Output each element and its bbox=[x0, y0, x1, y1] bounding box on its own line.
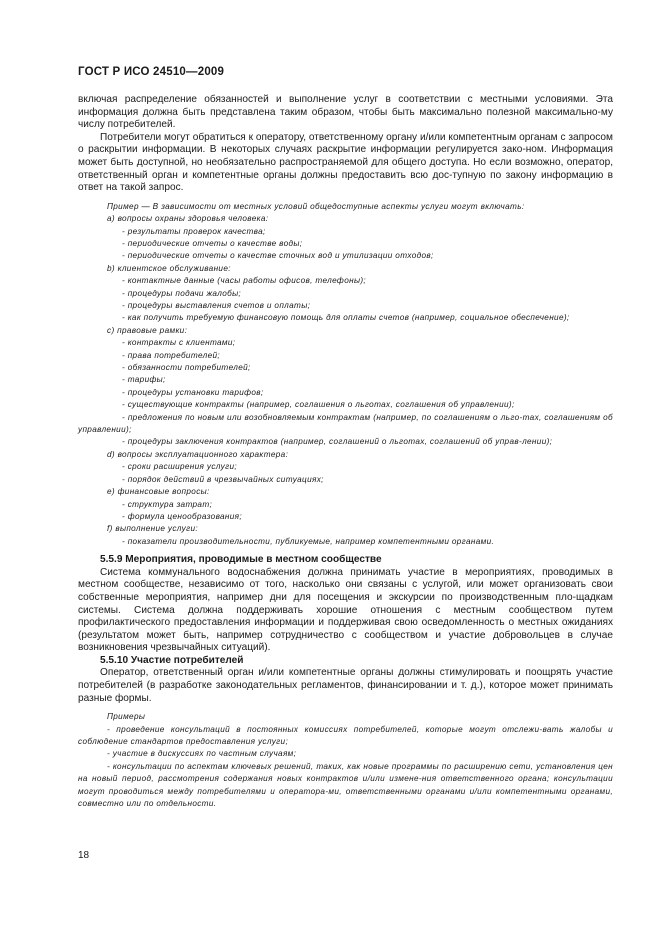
list-item: - процедуры заключения контрактов (например, соглашений о льготах, соглашений об управ-лении); bbox=[122, 437, 553, 447]
paragraph: включая распределение обязанностей и выполнение услуг в соответствии с местными условиями. Эта информация должна быть представлена таким образом, чтобы быть максимально полезной максимально-му числу потребителей. bbox=[78, 94, 613, 131]
list-item: - участие в дискуссиях по частным случаям; bbox=[107, 749, 297, 759]
list-item: - сроки расширения услуги; bbox=[122, 462, 238, 472]
list-item: - процедуры установки тарифов; bbox=[122, 387, 264, 397]
page-number: 18 bbox=[78, 850, 90, 861]
list-item: f) выполнение услуги: bbox=[107, 524, 199, 534]
list-item: - контракты с клиентами; bbox=[122, 338, 236, 348]
list-item: - обязанности потребителей; bbox=[122, 363, 251, 373]
list-item: - показатели производительности, публикуемые, например компетентными органами. bbox=[122, 536, 495, 546]
section-heading: 5.5.9 Мероприятия, проводимые в местном сообществе bbox=[100, 554, 382, 566]
list-item: - формула ценообразования; bbox=[122, 511, 243, 521]
paragraph: Потребители могут обратиться к оператору, ответственному органу и/или компетентным органам с запросом о раскрытии информации. В некоторых случаях раскрытие информации регулируется зако-ном. Информация может быть доступной, но необязательно распространяемой для общего доступа. Но если возможно, оператор, ответственный орган и компетентные органы должны предоставить всю дос-тупную по закону информацию в ответ на такой запрос. bbox=[78, 131, 613, 194]
list-item: - предложения по новым или возобновляемым контрактам (например, по соглашениям о льго-тах, соглашениям об управлении); bbox=[78, 412, 613, 435]
list-item: - процедуры подачи жалобы; bbox=[122, 288, 242, 298]
list-item: - тарифы; bbox=[122, 375, 166, 385]
list-item: - периодические отчеты о качестве воды; bbox=[122, 238, 303, 248]
list-item: - консультации по аспектам ключевых решений, таких, как новые программы по расширению сети, установления цен на новый период, рассмотрения содержания новых контрактов и/или измене-ния ответственного органа; консультации могут проводиться между потребителями и оператора-ми, ответственными органами и/или компетентными органами, совместно или по отдельности. bbox=[78, 761, 613, 809]
list-item: d) вопросы эксплуатационного характера: bbox=[107, 449, 289, 459]
list-item: - как получить требуемую финансовую помощь для оплаты счетов (например, социальное обеспечение); bbox=[122, 313, 570, 323]
list-item: е) финансовые вопросы: bbox=[107, 487, 210, 497]
list-item: b) клиентское обслуживание: bbox=[107, 263, 231, 273]
paragraph: Оператор, ответственный орган и/или компетентные органы должны стимулировать и поощрять участие потребителей (в разработке законодательных регламентов, финансировании и т. д.), которое может принимать разные формы. bbox=[78, 667, 613, 704]
list-item: - периодические отчеты о качестве сточных вод и утилизации отходов; bbox=[122, 251, 434, 261]
list-item: - порядок действий в чрезвычайных ситуациях; bbox=[122, 474, 324, 484]
example-heading: Примеры bbox=[107, 712, 146, 722]
section-heading: 5.5.10 Участие потребителей bbox=[100, 654, 244, 666]
example-heading: Пример — В зависимости от местных условий общедоступные аспекты услуги могут включать: bbox=[107, 201, 525, 211]
paragraph: Система коммунального водоснабжения должна принимать участие в мероприятиях, проводимых в местном сообществе, независимо от того, насколько они связаны с услугой, или может организовать свои собственные мероприятия, например дни для посещения и экскурсии по производственным пло-щадкам системы. Система должна поддерживать хорошие отношения с местным сообществом путем профилактического предоставления информации и поддерживая свою осведомленность о местных ожиданиях (результатом может быть, например сотрудничество с сообществом и участие добровольцев в случае возникновения чрезвычайных ситуаций). bbox=[78, 566, 613, 654]
page-content bbox=[78, 94, 613, 811]
list-item: - структура затрат; bbox=[122, 499, 213, 509]
list-item: - существующие контракты (например, соглашения о льготах, соглашения об управлении); bbox=[122, 400, 515, 410]
list-item: с) правовые рамки: bbox=[107, 325, 188, 335]
list-item: а) вопросы охраны здоровья человека: bbox=[107, 214, 269, 224]
document-title: ГОСТ Р ИСО 24510—2009 bbox=[78, 66, 225, 78]
list-item: - проведение консультаций в постоянных комиссиях потребителей, которые могут отслежи-вать жалобы и соблюдение стандартов предоставления услуги; bbox=[78, 724, 613, 747]
list-item: - процедуры выставления счетов и оплаты; bbox=[122, 301, 311, 310]
list-item: - контактные данные (часы работы офисов, телефоны); bbox=[122, 276, 367, 286]
list-item: - права потребителей; bbox=[122, 350, 221, 360]
list-item: - результаты проверок качества; bbox=[122, 226, 266, 236]
